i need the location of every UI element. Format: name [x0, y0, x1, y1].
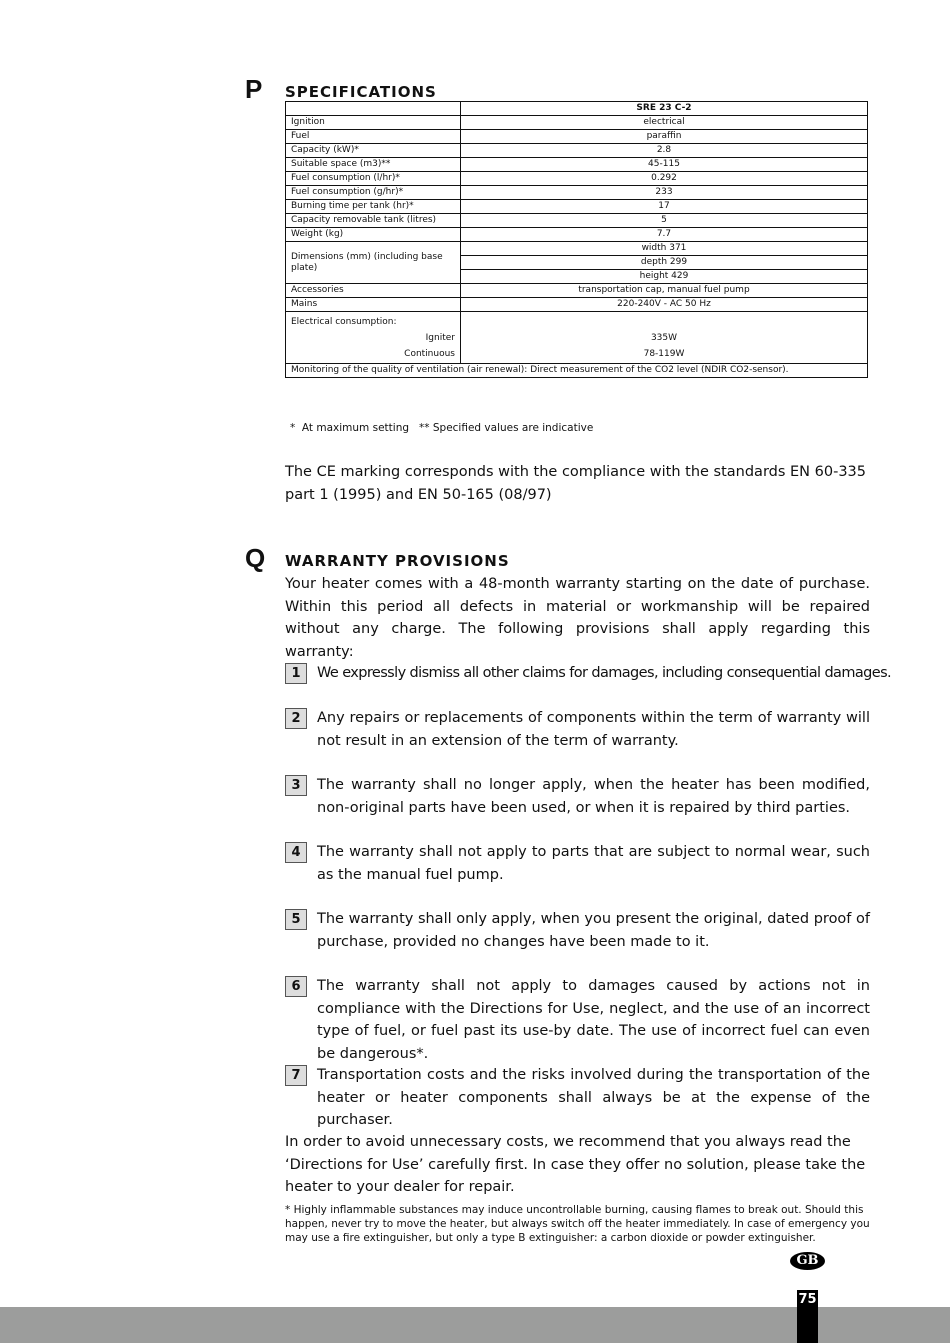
warranty-intro: Your heater comes with a 48-month warranty starting on the date of purchase. Within this period all defects in material or workmanship will be repaired without any charge. The following provisions shall apply regarding this warranty:: [285, 576, 870, 660]
warranty-item: [285, 841, 870, 886]
table-row: [286, 214, 868, 228]
specifications-table: [285, 101, 868, 378]
accessories-label: Accessories: [286, 284, 461, 298]
spec-value: 5: [461, 214, 868, 228]
table-header: SRE 23 C-2: [461, 102, 868, 116]
table-row: [286, 130, 868, 144]
spec-label: Suitable space (m3)**: [286, 158, 461, 172]
warranty-item: [285, 908, 870, 953]
igniter-value: 335W: [650, 333, 678, 343]
table-row: [286, 186, 868, 200]
spec-value: 7.7: [461, 228, 868, 242]
warranty-item: [285, 662, 892, 685]
item-text: Transportation costs and the risks involved during the transportation of the heater or heater components shall always be at the expense of the purchaser.: [317, 1067, 870, 1128]
warranty-item: [285, 707, 870, 752]
dim-height: height 429: [461, 270, 868, 284]
warning-text: * Highly inflammable substances may induce uncontrollable burning, causing flames to break out. Should this happen, never try to move the heater, but always switch off the heater immediately. In case of emergency you may use a fire extinguisher, but only a type B extinguisher: a carbon dioxide or powder extinguisher.: [285, 1204, 870, 1244]
elec-values: [461, 312, 868, 364]
igniter-label: Igniter: [425, 333, 455, 343]
item-number: 5: [285, 909, 307, 930]
warranty-heading: WARRANTY PROVISIONS: [285, 552, 510, 570]
item-number: 7: [285, 1065, 307, 1086]
continuous-value: 78-119W: [643, 349, 685, 359]
warranty-item: [285, 774, 870, 819]
spec-label: Ignition: [286, 116, 461, 130]
mains-label: Mains: [286, 298, 461, 312]
spec-label: Fuel: [286, 130, 461, 144]
table-row: [286, 228, 868, 242]
item-text: The warranty shall not apply to parts that are subject to normal wear, such as the manual fuel pump.: [317, 844, 870, 883]
continuous-label: Continuous: [404, 349, 455, 359]
table-row: [286, 116, 868, 130]
spec-label: Burning time per tank (hr)*: [286, 200, 461, 214]
item-text: Any repairs or replacements of components within the term of warranty will not result in an extension of the term of warranty.: [317, 710, 870, 749]
table-row: [286, 158, 868, 172]
closing-text: In order to avoid unnecessary costs, we recommend that you always read the ‘Directions for Use’ carefully first. In case they offer no solution, please take the heater to your dealer for repair.: [285, 1134, 866, 1195]
item-text: The warranty shall no longer apply, when the heater has been modified, non-original parts have been used, or when it is repaired by third parties.: [317, 777, 870, 816]
spec-label: Fuel consumption (g/hr)*: [286, 186, 461, 200]
spec-label: Fuel consumption (l/hr)*: [286, 172, 461, 186]
dim-width: width 371: [461, 242, 868, 256]
spec-value: 2.8: [461, 144, 868, 158]
table-footnote: * At maximum setting ** Specified values are indicative: [290, 422, 594, 434]
elec-label: Electrical consumption:: [291, 317, 397, 327]
item-text: The warranty shall not apply to damages caused by actions not in compliance with the Directions for Use, neglect, and the use of an incorrect type of fuel, or fuel past its use-by date. The use of incorrect fuel can even be dangerous*.: [317, 978, 870, 1062]
spec-value: electrical: [461, 116, 868, 130]
spec-value: paraffin: [461, 130, 868, 144]
table-row: [286, 172, 868, 186]
warranty-item: [285, 975, 870, 1065]
item-number: 3: [285, 775, 307, 796]
section-letter-p: P: [245, 74, 263, 104]
specifications-heading: SPECIFICATIONS: [285, 83, 437, 101]
item-number: 6: [285, 976, 307, 997]
page-number: 75: [797, 1290, 818, 1343]
dimensions-label: Dimensions (mm) (including base plate): [286, 242, 461, 284]
dim-depth: depth 299: [461, 256, 868, 270]
mains-value: 220-240V - AC 50 Hz: [461, 298, 868, 312]
spec-label: Weight (kg): [286, 228, 461, 242]
item-number: 1: [285, 663, 307, 684]
item-text: We expressly dismiss all other claims for damages, including consequential damages.: [317, 665, 892, 681]
elec-cell: [286, 312, 461, 364]
spec-value: 45-115: [461, 158, 868, 172]
item-number: 2: [285, 708, 307, 729]
warranty-item: [285, 1064, 870, 1132]
spec-value: 17: [461, 200, 868, 214]
spec-value: 233: [461, 186, 868, 200]
item-number: 4: [285, 842, 307, 863]
country-badge: GB: [790, 1252, 825, 1270]
table-footer: Monitoring of the quality of ventilation (air renewal): Direct measurement of the CO2 level (NDIR CO2-sensor).: [286, 364, 868, 378]
table-row: [286, 144, 868, 158]
item-text: The warranty shall only apply, when you present the original, dated proof of purchase, provided no changes have been made to it.: [317, 911, 870, 950]
accessories-value: transportation cap, manual fuel pump: [461, 284, 868, 298]
spec-label: Capacity (kW)*: [286, 144, 461, 158]
ce-text: The CE marking corresponds with the compliance with the standards EN 60-335 part 1 (1995) and EN 50-165 (08/97): [285, 464, 866, 503]
table-row: [286, 200, 868, 214]
spec-value: 0.292: [461, 172, 868, 186]
spec-label: Capacity removable tank (litres): [286, 214, 461, 228]
section-letter-q: Q: [245, 543, 266, 573]
